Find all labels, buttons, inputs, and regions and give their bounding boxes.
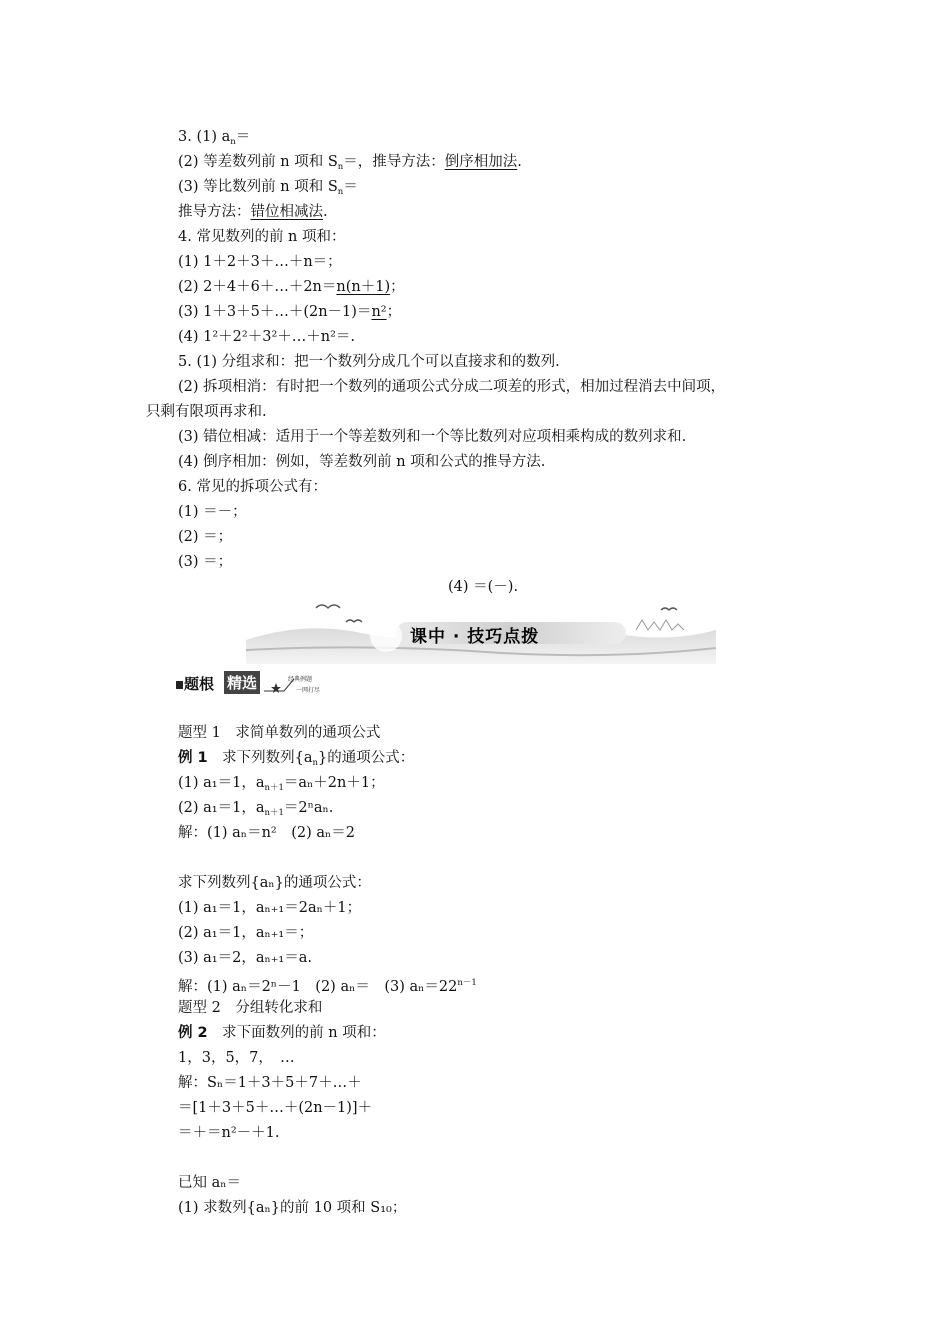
line-5-2-cont: 只剩有限项再求和. — [146, 404, 267, 420]
line-3-1: 3. (1) $a_n=$ — [178, 129, 251, 147]
example-1-part-2: (2) a₁＝1，$a_{n+1}=2^na_n$. — [178, 800, 334, 818]
line-6-4: (4) ＝(－). — [448, 579, 519, 595]
practice-2-part-1: (1) 求数列{aₙ}的前 10 项和 S₁₀； — [178, 1200, 407, 1216]
line-5-4: (4) 倒序相加：例如，等差数列前 n 项和公式的推导方法. — [178, 454, 546, 470]
line-4-4: (4) 1²＋2²＋3²＋…＋n²＝. — [178, 329, 356, 345]
square-marker-icon — [176, 679, 184, 691]
bird-icon — [346, 620, 362, 622]
practice-1-solution: 解：(1) aₙ＝2ⁿ－1 (2) aₙ＝ (3) $a_n=22^{n-1}$ — [178, 978, 477, 995]
practice-1-part-3: (3) a₁＝2，aₙ₊₁＝a. — [178, 950, 312, 966]
example-2-solution-1: 解：Sₙ＝1＋3＋5＋7＋…＋ — [178, 1075, 362, 1091]
practice-1: 求下列数列{aₙ}的通项公式： — [178, 875, 371, 891]
line-5-3: (3) 错位相减：适用于一个等差数列和一个等比数列对应项相乘构成的数列求和. — [178, 429, 687, 445]
bird-icon — [316, 605, 340, 608]
line-derivation: 推导方法：错位相减法. — [178, 204, 328, 220]
section-tag-highlight: 精选 — [224, 671, 260, 694]
section-tag-sub-2: 一网打尽 — [296, 687, 321, 694]
practice-2: 已知 aₙ＝ — [178, 1175, 242, 1191]
line-4-2: (2) 2＋4＋6＋…＋2n＝n(n＋1)； — [178, 279, 405, 295]
example-1: 例 1 求下列数列$\{a_n\}$的通项公式： — [178, 750, 415, 768]
example-1-part-1: (1) a₁＝1，$a_{n+1}=a_n+2n+1$； — [178, 775, 385, 793]
line-5-1: 5. (1) 分组求和：把一个数列分成几个可以直接求和的数列. — [178, 354, 560, 370]
section-tag-main: 题根 — [184, 675, 215, 693]
line-3-2: (2) 等差数列前 n 项和 $S_n=$，推导方法：倒序相加法. — [178, 154, 522, 172]
line-5-2: (2) 拆项相消：有时把一个数列的通项公式分成二项差的形式，相加过程消去中间项， — [178, 379, 726, 395]
practice-1-part-2: (2) a₁＝1，aₙ₊₁＝； — [178, 925, 314, 941]
bird-icon — [661, 608, 677, 610]
type-1-heading: 题型 1 求简单数列的通项公式 — [178, 725, 381, 741]
line-4-1: (1) 1＋2＋3＋…＋n＝； — [178, 254, 342, 270]
line-6-3: (3) ＝； — [178, 554, 233, 570]
line-4: 4. 常见数列的前 n 项和： — [178, 229, 346, 245]
line-6: 6. 常见的拆项公式有： — [178, 479, 327, 495]
section-tag — [176, 671, 356, 697]
line-3-3: (3) 等比数列前 n 项和 $S_n=$ — [178, 179, 358, 197]
practice-1-part-1: (1) a₁＝1，aₙ₊₁＝2aₙ＋1； — [178, 900, 362, 916]
section-tag-sub-1: 经典例题 — [288, 676, 313, 683]
example-2-sequence: 1，3，5，7， … — [178, 1050, 295, 1066]
banner-title: 课中 · 技巧点拨 — [410, 627, 540, 647]
line-6-2: (2) ＝； — [178, 529, 233, 545]
line-4-3: (3) 1＋3＋5＋…＋(2n－1)＝n²； — [178, 304, 402, 320]
example-2: 例 2 求下面数列的前 n 项和： — [178, 1025, 386, 1041]
line-6-1: (1) ＝－； — [178, 504, 247, 520]
example-2-solution-3: ＝＋＝n²－＋1. — [178, 1125, 280, 1141]
type-2-heading: 题型 2 分组转化求和 — [178, 1000, 323, 1016]
example-2-solution-2: ＝[1＋3＋5＋…＋(2n－1)]＋ — [178, 1100, 373, 1116]
example-1-solution: 解：(1) aₙ＝n² (2) aₙ＝2 — [178, 825, 356, 841]
